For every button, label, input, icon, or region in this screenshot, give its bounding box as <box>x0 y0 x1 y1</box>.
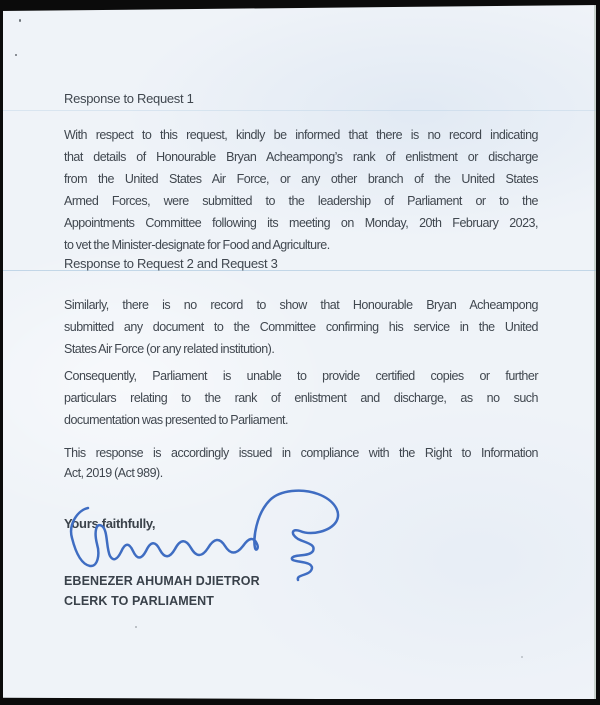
text-line: submitted any document to the Committee confirming his service in the United <box>64 320 538 334</box>
text-line: particulars relating to the rank of enlistment and discharge, as no such <box>64 391 538 405</box>
text-line: Similarly, there is no record to show that Honourable Bryan Acheampong <box>64 298 538 312</box>
text-line: that details of Honourable Bryan Acheampong’s rank of enlistment or discharge <box>64 150 538 164</box>
faint-scan-rule <box>3 110 596 111</box>
signature-stroke <box>71 491 338 580</box>
text-line: from the United States Air Force, or any other branch of the United States <box>64 172 538 186</box>
scan-speck <box>135 626 137 628</box>
signatory-name: EBENEZER AHUMAH DJIETROR <box>64 574 260 588</box>
text-line: Armed Forces, were submitted to the leadership of Parliament or to the <box>64 194 538 208</box>
letter-page <box>3 0 596 699</box>
closing-salutation: Yours faithfully, <box>64 516 156 531</box>
paragraph-response-1 <box>64 124 538 256</box>
signatory-title: CLERK TO PARLIAMENT <box>64 594 215 608</box>
paragraph-response-2-3 <box>64 294 538 360</box>
heading-response-2-3: Response to Request 2 and Request 3 <box>64 256 278 271</box>
text-line: With respect to this request, kindly be informed that there is no record indicating <box>64 128 538 142</box>
scan-speck <box>521 656 523 658</box>
text-line: States Air Force (or any related institution). <box>64 342 275 356</box>
text-line: to vet the Minister-designate for Food and Agriculture. <box>64 238 330 252</box>
text-line: Appointments Committee following its meeting on Monday, 20th February 2023, <box>64 216 538 230</box>
text-line: documentation was presented to Parliament. <box>64 413 288 427</box>
text-line: Consequently, Parliament is unable to provide certified copies or further <box>64 369 538 383</box>
text-line: This response is accordingly issued in compliance with the Right to Information <box>64 446 538 460</box>
scan-speck <box>15 54 17 56</box>
scan-speck <box>19 19 21 22</box>
text-line: Act, 2019 (Act 989). <box>64 466 163 480</box>
paragraph-rti-act <box>64 443 538 483</box>
heading-response-1: Response to Request 1 <box>64 91 194 106</box>
signature-ink <box>50 484 350 596</box>
paragraph-consequently <box>64 365 538 431</box>
